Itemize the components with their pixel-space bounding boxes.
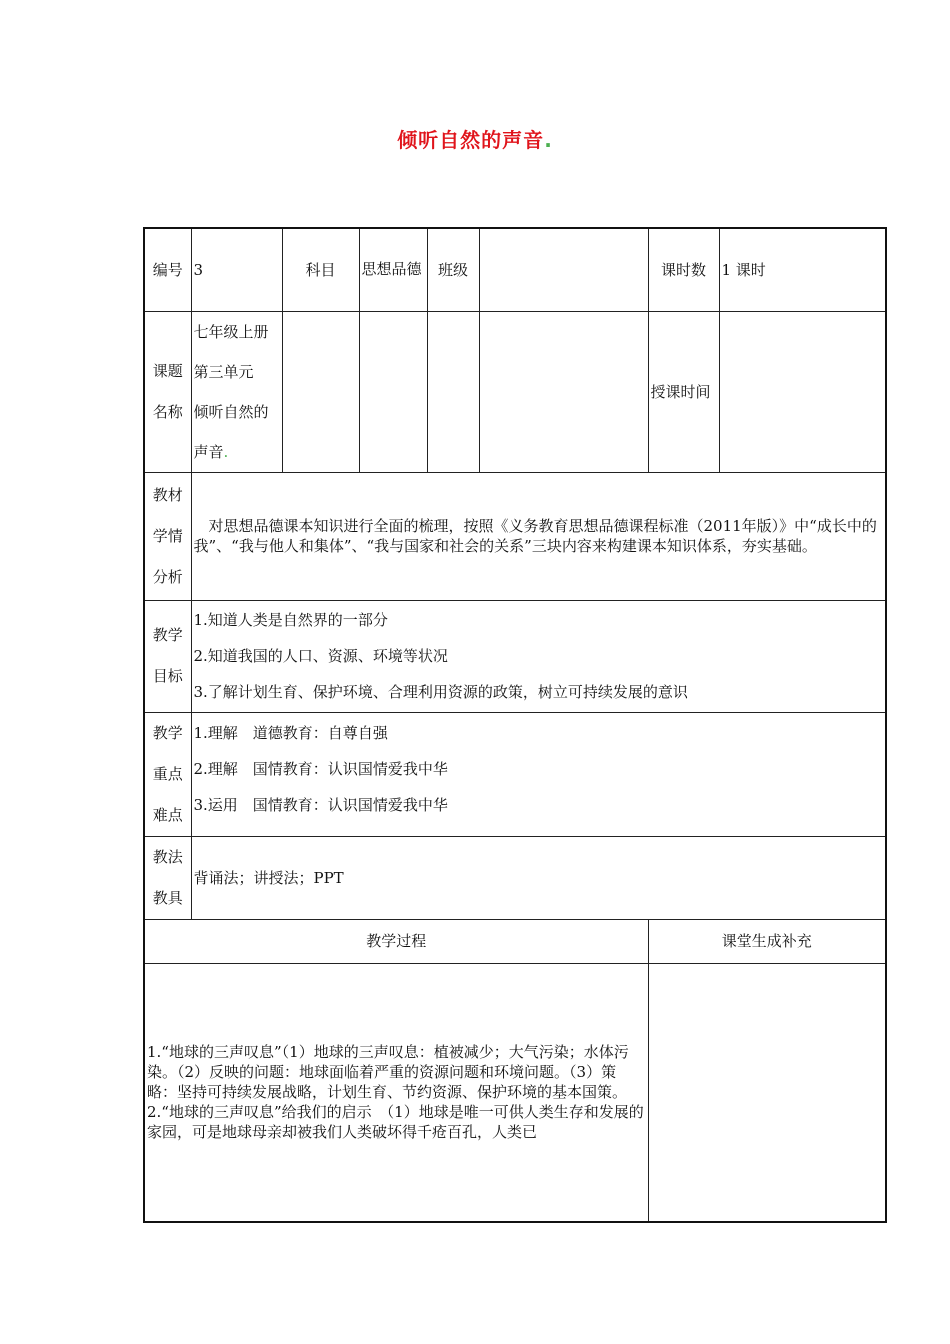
topic-label: 课题 名称 [144,311,191,472]
goal-item: 1.知道人类是自然界的一部分 [193,611,388,629]
page-title: 倾听自然的声音. [397,128,553,152]
info-row-1 [144,228,886,311]
class-label: 班级 [427,228,479,311]
methods-row [144,836,886,919]
class-value [479,228,648,311]
keypoints-list [191,712,886,836]
empty-cell [282,311,359,472]
methods-label: 教法 教具 [144,836,191,919]
no-label: 编号 [144,228,191,311]
goals-row [144,600,886,712]
keypoints-row [144,712,886,836]
supplement-header: 课堂生成补充 [648,919,886,963]
process-header-row [144,919,886,963]
subject-value: 思想品德 [359,228,427,311]
empty-cell [359,311,427,472]
methods-text: 背诵法；讲授法；PPT [191,836,886,919]
keypoint-item: 2.理解 国情教育：认识国情爱我中华 [193,759,448,778]
goals-label: 教学 目标 [144,600,191,712]
supplement-cell [648,963,886,1222]
analysis-row [144,472,886,600]
goal-item: 3.了解计划生育、保护环境、合理利用资源的政策，树立可持续发展的意识 [193,683,688,701]
hours-label: 课时数 [648,228,719,311]
empty-cell [479,311,648,472]
subject-label: 科目 [282,228,359,311]
teach-time-value [719,311,886,472]
teach-time-label: 授课时间 [648,311,719,472]
keypoint-item: 1.理解 道德教育：自尊自强 [193,723,388,742]
hours-value: 1 课时 [719,228,886,311]
keypoint-item: 3.运用 国情教育：认识国情爱我中华 [193,795,448,814]
analysis-text: 对思想品德课本知识进行全面的梳理，按照《义务教育思想品德课程标准（2011年版）》中“成长中的我”、“我与他人和集体”、“我与国家和社会的关系”三块内容来构建课本知识体系，夯实基础。 [191,472,886,600]
process-body-row [144,963,886,1222]
analysis-label: 教材 学情 分析 [144,472,191,600]
goal-item: 2.知道我国的人口、资源、环境等状况 [193,647,448,665]
no-value: 3 [191,228,282,311]
lesson-plan-table [143,227,887,1223]
goals-list [191,600,886,712]
empty-cell [427,311,479,472]
keypoints-label: 教学 重点 难点 [144,712,191,836]
process-text: 1.“地球的三声叹息”（1）地球的三声叹息：植被减少；大气污染；水体污染。（2）反映的问题：地球面临着严重的资源问题和环境问题。（3）策略：坚持可持续发展战略，计划生育、节约资源、保护环境的基本国策。 2.“地球的三声叹息”给我们的启示 （1）地球是唯一可供人类生存和发展的家园，可是地球母亲却被我们人类破坏得千疮百孔，人类已 [144,963,648,1222]
info-row-2 [144,311,886,472]
process-header: 教学过程 [144,919,648,963]
topic-value: 七年级上册 第三单元 倾听自然的 声音. [191,311,282,472]
